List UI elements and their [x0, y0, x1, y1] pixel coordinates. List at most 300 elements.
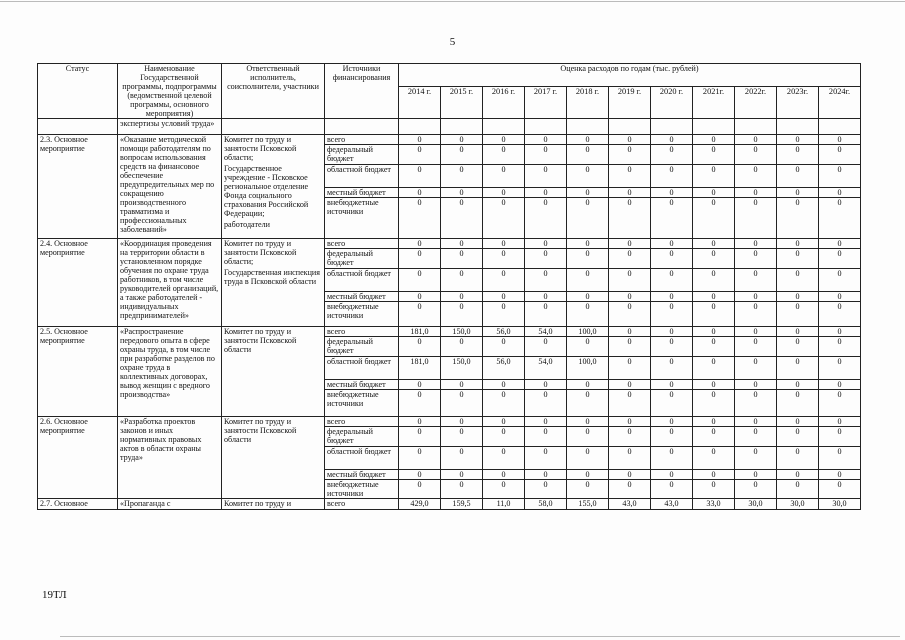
amount-cell: 0 [735, 135, 777, 145]
amount-cell: 0 [693, 390, 735, 417]
amount-cell: 0 [567, 135, 609, 145]
amount-cell: 0 [441, 198, 483, 239]
amount-cell: 0 [651, 135, 693, 145]
amount-cell: 0 [693, 480, 735, 499]
amount-cell: 0 [735, 327, 777, 337]
funding-source: местный бюджет [325, 188, 399, 198]
table-row [38, 327, 861, 337]
page-number: 5 [449, 36, 456, 48]
amount-cell: 0 [651, 380, 693, 390]
activity-executors [222, 499, 325, 510]
executor-entry: Комитет по труду и занятости Псковской области; [224, 135, 297, 162]
amount-cell: 30,0 [777, 499, 819, 510]
amount-cell: 0 [777, 470, 819, 480]
amount-cell: 0 [777, 390, 819, 417]
amount-cell: 0 [567, 337, 609, 357]
amount-cell: 150,0 [441, 357, 483, 380]
amount-cell: 0 [693, 470, 735, 480]
continuation-name: экспертизы условий труда» [118, 119, 222, 135]
header-sources: Источники финансирования [325, 64, 399, 119]
header-name: Наименование Государственной программы, подпрограммы (ведомственной целевой программы, основного мероприятия) [118, 64, 222, 119]
amount-cell: 0 [441, 337, 483, 357]
executor-entry: Комитет по труду и занятости Псковской области [224, 417, 297, 444]
amount-cell: 0 [483, 427, 525, 447]
amount-cell: 0 [651, 427, 693, 447]
amount-cell: 0 [441, 380, 483, 390]
funding-source: всего [325, 417, 399, 427]
amount-cell: 0 [441, 145, 483, 165]
amount-cell: 0 [483, 390, 525, 417]
budget-table [37, 63, 861, 510]
amount-cell: 0 [693, 417, 735, 427]
amount-cell: 0 [777, 292, 819, 302]
amount-cell: 0 [525, 447, 567, 470]
amount-cell: 0 [777, 427, 819, 447]
amount-cell: 0 [693, 239, 735, 249]
amount-cell: 0 [567, 198, 609, 239]
amount-cell: 181,0 [399, 327, 441, 337]
amount-cell: 0 [735, 145, 777, 165]
continuation-source [325, 119, 399, 135]
amount-cell: 0 [735, 165, 777, 188]
amount-cell: 0 [777, 357, 819, 380]
amount-cell: 0 [819, 239, 861, 249]
amount-cell: 0 [609, 357, 651, 380]
amount-cell: 0 [567, 447, 609, 470]
funding-source: областной бюджет [325, 357, 399, 380]
amount-cell: 0 [483, 480, 525, 499]
amount-cell: 0 [735, 480, 777, 499]
amount-cell: 0 [525, 145, 567, 165]
amount-cell: 159,5 [441, 499, 483, 510]
amount-cell: 0 [819, 198, 861, 239]
amount-cell: 0 [819, 480, 861, 499]
amount-cell: 0 [693, 188, 735, 198]
amount-cell: 0 [651, 447, 693, 470]
header-year: 2022г. [735, 87, 777, 119]
amount-cell: 0 [651, 269, 693, 292]
amount-cell: 0 [399, 239, 441, 249]
funding-source: областной бюджет [325, 447, 399, 470]
amount-cell: 0 [819, 380, 861, 390]
amount-cell: 43,0 [651, 499, 693, 510]
amount-cell: 0 [651, 198, 693, 239]
amount-cell: 0 [399, 188, 441, 198]
amount-cell: 0 [693, 427, 735, 447]
amount-cell: 0 [567, 470, 609, 480]
footer-code: 19ТЛ [42, 589, 67, 601]
continuation-row [38, 119, 861, 135]
amount-cell: 0 [609, 188, 651, 198]
amount-cell: 0 [651, 292, 693, 302]
amount-cell: 30,0 [819, 499, 861, 510]
amount-cell: 0 [483, 302, 525, 327]
amount-cell: 0 [819, 249, 861, 269]
amount-cell: 0 [567, 302, 609, 327]
amount-cell: 429,0 [399, 499, 441, 510]
amount-cell: 0 [735, 269, 777, 292]
funding-source: федеральный бюджет [325, 427, 399, 447]
amount-cell: 0 [399, 292, 441, 302]
amount-cell: 54,0 [525, 357, 567, 380]
amount-cell: 56,0 [483, 327, 525, 337]
header-year: 2023г. [777, 87, 819, 119]
amount-cell: 0 [483, 447, 525, 470]
amount-cell: 0 [525, 470, 567, 480]
header-year: 2018 г. [567, 87, 609, 119]
amount-cell: 0 [399, 337, 441, 357]
activity-executors [222, 327, 325, 417]
amount-cell: 0 [567, 292, 609, 302]
amount-cell: 0 [399, 417, 441, 427]
amount-cell: 0 [693, 380, 735, 390]
continuation-executor [222, 119, 325, 135]
funding-source: всего [325, 239, 399, 249]
activity-executors [222, 135, 325, 239]
amount-cell: 56,0 [483, 357, 525, 380]
amount-cell: 0 [693, 302, 735, 327]
amount-cell: 0 [483, 135, 525, 145]
amount-cell: 0 [651, 188, 693, 198]
amount-cell: 0 [609, 380, 651, 390]
activity-executors [222, 417, 325, 499]
activity-status: 2.4. Основное мероприятие [38, 239, 118, 327]
amount-cell: 0 [735, 249, 777, 269]
activity-name: «Распространение передового опыта в сфере охраны труда, в том числе при разработке разделов по охране труда в коллективных договорах, вывод женщин с вредного производства» [118, 327, 222, 417]
amount-cell: 0 [819, 188, 861, 198]
amount-cell: 0 [609, 145, 651, 165]
header-year: 2014 г. [399, 87, 441, 119]
amount-cell: 0 [651, 357, 693, 380]
amount-cell: 0 [525, 390, 567, 417]
table-row [38, 135, 861, 145]
header-row-top [38, 64, 861, 87]
amount-cell: 0 [819, 337, 861, 357]
header-year: 2024г. [819, 87, 861, 119]
amount-cell: 0 [441, 427, 483, 447]
amount-cell: 0 [525, 380, 567, 390]
amount-cell: 0 [693, 165, 735, 188]
amount-cell: 0 [567, 390, 609, 417]
amount-cell: 0 [735, 447, 777, 470]
amount-cell: 0 [399, 145, 441, 165]
amount-cell: 0 [819, 470, 861, 480]
amount-cell: 0 [777, 380, 819, 390]
table-body [38, 119, 861, 510]
activity-status: 2.6. Основное мероприятие [38, 417, 118, 499]
activity-name: «Разработка проектов законов и иных нормативных правовых актов в области охраны труда» [118, 417, 222, 499]
amount-cell: 0 [609, 417, 651, 427]
amount-cell: 0 [399, 165, 441, 188]
amount-cell: 0 [525, 427, 567, 447]
table-row [38, 239, 861, 249]
amount-cell: 0 [777, 417, 819, 427]
amount-cell: 0 [609, 327, 651, 337]
amount-cell: 0 [651, 145, 693, 165]
amount-cell: 0 [483, 239, 525, 249]
amount-cell: 0 [567, 165, 609, 188]
amount-cell: 0 [609, 292, 651, 302]
activity-status: 2.5. Основное мероприятие [38, 327, 118, 417]
amount-cell: 0 [777, 337, 819, 357]
amount-cell: 0 [525, 135, 567, 145]
amount-cell: 100,0 [567, 357, 609, 380]
amount-cell: 0 [441, 165, 483, 188]
amount-cell: 0 [777, 302, 819, 327]
amount-cell: 0 [777, 327, 819, 337]
amount-cell: 0 [441, 470, 483, 480]
amount-cell: 0 [525, 302, 567, 327]
amount-cell: 0 [399, 390, 441, 417]
activity-name: «Координация проведения на территории области в установленном порядке обучения по охране труда работников, в том числе руководителей организаций, а также работодателей - индивидуальных предпринимателей» [118, 239, 222, 327]
amount-cell: 0 [609, 239, 651, 249]
amount-cell: 0 [819, 447, 861, 470]
executor-entry: работодатели [224, 220, 270, 229]
amount-cell: 0 [567, 249, 609, 269]
amount-cell: 0 [693, 135, 735, 145]
amount-cell: 0 [567, 480, 609, 499]
header-year: 2015 г. [441, 87, 483, 119]
funding-source: местный бюджет [325, 380, 399, 390]
table-row [38, 499, 861, 510]
header-year: 2019 г. [609, 87, 651, 119]
funding-source: федеральный бюджет [325, 337, 399, 357]
amount-cell: 0 [483, 417, 525, 427]
amount-cell: 0 [819, 135, 861, 145]
funding-source: внебюджетные источники [325, 390, 399, 417]
amount-cell: 0 [441, 292, 483, 302]
amount-cell: 0 [567, 145, 609, 165]
executor-entry: Комитет по труду и [224, 499, 292, 508]
activity-status: 2.7. Основное [38, 499, 118, 510]
amount-cell: 0 [399, 198, 441, 239]
amount-cell: 0 [525, 188, 567, 198]
amount-cell: 0 [819, 165, 861, 188]
funding-source: всего [325, 327, 399, 337]
amount-cell: 0 [777, 198, 819, 239]
amount-cell: 0 [777, 188, 819, 198]
amount-cell: 0 [441, 447, 483, 470]
executor-entry: Комитет по труду и занятости Псковской области [224, 327, 297, 354]
header-status: Статус [38, 64, 118, 119]
amount-cell: 0 [483, 380, 525, 390]
amount-cell: 0 [735, 292, 777, 302]
amount-cell: 0 [777, 135, 819, 145]
amount-cell: 0 [777, 269, 819, 292]
amount-cell: 0 [483, 198, 525, 239]
amount-cell: 0 [735, 302, 777, 327]
amount-cell: 0 [441, 249, 483, 269]
amount-cell: 0 [399, 480, 441, 499]
header-year: 2017 г. [525, 87, 567, 119]
continuation-status [38, 119, 118, 135]
amount-cell: 0 [693, 198, 735, 239]
amount-cell: 0 [735, 188, 777, 198]
amount-cell: 0 [441, 417, 483, 427]
amount-cell: 0 [525, 480, 567, 499]
amount-cell: 150,0 [441, 327, 483, 337]
amount-cell: 0 [777, 145, 819, 165]
amount-cell: 0 [735, 380, 777, 390]
activity-executors [222, 239, 325, 327]
scan-top-edge [0, 1, 905, 2]
amount-cell: 0 [819, 292, 861, 302]
amount-cell: 0 [693, 447, 735, 470]
amount-cell: 0 [735, 390, 777, 417]
funding-source: местный бюджет [325, 292, 399, 302]
amount-cell: 0 [441, 239, 483, 249]
amount-cell: 0 [441, 302, 483, 327]
amount-cell: 0 [651, 390, 693, 417]
amount-cell: 0 [399, 380, 441, 390]
amount-cell: 0 [483, 337, 525, 357]
amount-cell: 0 [693, 269, 735, 292]
amount-cell: 43,0 [609, 499, 651, 510]
amount-cell: 0 [525, 198, 567, 239]
amount-cell: 0 [483, 249, 525, 269]
header-executor: Ответственный исполнитель, соисполнители, участники [222, 64, 325, 119]
amount-cell: 0 [525, 292, 567, 302]
amount-cell: 0 [399, 269, 441, 292]
amount-cell: 0 [441, 269, 483, 292]
funding-source: всего [325, 499, 399, 510]
amount-cell: 0 [525, 249, 567, 269]
activity-status: 2.3. Основное мероприятие [38, 135, 118, 239]
amount-cell: 0 [483, 470, 525, 480]
amount-cell: 0 [525, 269, 567, 292]
amount-cell: 0 [483, 165, 525, 188]
amount-cell: 0 [651, 417, 693, 427]
amount-cell: 0 [399, 135, 441, 145]
funding-source: внебюджетные источники [325, 198, 399, 239]
amount-cell: 0 [567, 188, 609, 198]
amount-cell: 0 [693, 145, 735, 165]
amount-cell: 0 [441, 390, 483, 417]
amount-cell: 0 [777, 165, 819, 188]
amount-cell: 0 [399, 302, 441, 327]
funding-source: областной бюджет [325, 269, 399, 292]
amount-cell: 0 [735, 470, 777, 480]
activity-name: «Оказание методической помощи работодателям по вопросам использования средств на финансовое обеспечение предупредительных мер по сокращению производственного травматизма и профессиональных заболеваний» [118, 135, 222, 239]
amount-cell: 0 [567, 417, 609, 427]
amount-cell: 0 [609, 249, 651, 269]
amount-cell: 0 [567, 427, 609, 447]
funding-source: областной бюджет [325, 165, 399, 188]
amount-cell: 0 [735, 198, 777, 239]
amount-cell: 0 [525, 417, 567, 427]
amount-cell: 0 [693, 327, 735, 337]
amount-cell: 0 [693, 292, 735, 302]
amount-cell: 0 [441, 135, 483, 145]
amount-cell: 0 [735, 417, 777, 427]
amount-cell: 0 [735, 337, 777, 357]
amount-cell: 0 [651, 239, 693, 249]
amount-cell: 0 [777, 239, 819, 249]
amount-cell: 0 [483, 188, 525, 198]
amount-cell: 0 [651, 165, 693, 188]
amount-cell: 0 [483, 269, 525, 292]
amount-cell: 0 [567, 239, 609, 249]
funding-source: внебюджетные источники [325, 302, 399, 327]
amount-cell: 0 [609, 427, 651, 447]
amount-cell: 30,0 [735, 499, 777, 510]
amount-cell: 0 [819, 327, 861, 337]
amount-cell: 0 [399, 447, 441, 470]
header-year: 2021г. [693, 87, 735, 119]
amount-cell: 181,0 [399, 357, 441, 380]
amount-cell: 0 [777, 480, 819, 499]
amount-cell: 0 [567, 269, 609, 292]
amount-cell: 0 [399, 470, 441, 480]
funding-source: внебюджетные источники [325, 480, 399, 499]
amount-cell: 0 [693, 337, 735, 357]
amount-cell: 0 [819, 269, 861, 292]
amount-cell: 0 [609, 135, 651, 145]
amount-cell: 0 [609, 390, 651, 417]
amount-cell: 0 [609, 447, 651, 470]
amount-cell: 0 [525, 239, 567, 249]
executor-entry: Государственное учреждение - Псковское региональное отделение Фонда социального страхования Российской Федерации; [224, 164, 309, 218]
amount-cell: 0 [651, 302, 693, 327]
amount-cell: 0 [735, 357, 777, 380]
amount-cell: 33,0 [693, 499, 735, 510]
amount-cell: 0 [693, 249, 735, 269]
activity-name: «Пропаганда с [118, 499, 222, 510]
header-estimate: Оценка расходов по годам (тыс. рублей) [399, 64, 861, 87]
amount-cell: 0 [525, 337, 567, 357]
amount-cell: 0 [777, 447, 819, 470]
amount-cell: 0 [609, 470, 651, 480]
amount-cell: 0 [441, 480, 483, 499]
amount-cell: 0 [819, 427, 861, 447]
funding-source: федеральный бюджет [325, 145, 399, 165]
amount-cell: 54,0 [525, 327, 567, 337]
scan-bottom-edge [60, 636, 900, 637]
amount-cell: 0 [399, 249, 441, 269]
amount-cell: 0 [483, 145, 525, 165]
amount-cell: 0 [483, 292, 525, 302]
executor-entry: Государственная инспекция труда в Псковской области [224, 268, 320, 286]
amount-cell: 0 [735, 239, 777, 249]
amount-cell: 0 [651, 470, 693, 480]
executor-entry: Комитет по труду и занятости Псковской области; [224, 239, 297, 266]
amount-cell: 0 [819, 417, 861, 427]
amount-cell: 0 [735, 427, 777, 447]
amount-cell: 0 [819, 390, 861, 417]
amount-cell: 0 [609, 302, 651, 327]
amount-cell: 155,0 [567, 499, 609, 510]
amount-cell: 0 [651, 480, 693, 499]
amount-cell: 0 [609, 337, 651, 357]
header-year: 2020 г. [651, 87, 693, 119]
amount-cell: 0 [609, 165, 651, 188]
amount-cell: 0 [399, 427, 441, 447]
amount-cell: 0 [609, 480, 651, 499]
amount-cell: 0 [651, 249, 693, 269]
funding-source: всего [325, 135, 399, 145]
amount-cell: 0 [651, 327, 693, 337]
amount-cell: 0 [651, 337, 693, 357]
amount-cell: 58,0 [525, 499, 567, 510]
amount-cell: 0 [441, 188, 483, 198]
amount-cell: 100,0 [567, 327, 609, 337]
amount-cell: 11,0 [483, 499, 525, 510]
header-year: 2016 г. [483, 87, 525, 119]
amount-cell: 0 [609, 198, 651, 239]
amount-cell: 0 [609, 269, 651, 292]
table-row [38, 417, 861, 427]
amount-cell: 0 [819, 302, 861, 327]
